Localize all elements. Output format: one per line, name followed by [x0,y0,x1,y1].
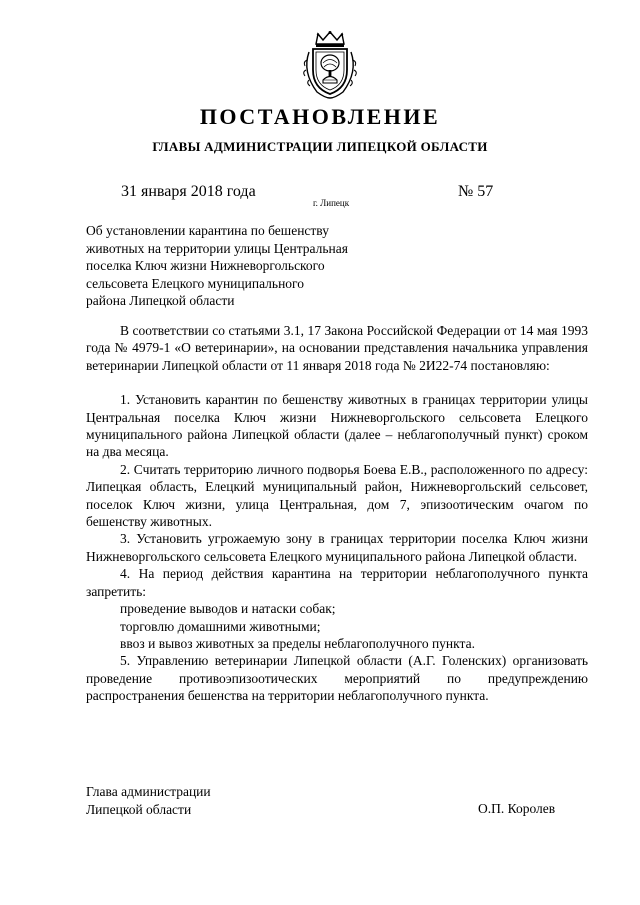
item-4-subitem: проведение выводов и натаски собак; [120,601,336,617]
subject-line: поселка Ключ жизни Нижневоргольского [86,258,325,274]
item-3-paragraph: 3. Установить угрожаемую зону в границах территории поселка Ключ жизни Нижневоргольского сельсовета Елецкого муниципального района Липецкой области. [86,531,588,564]
document-number: № 57 [458,183,494,200]
signatory-position [86,783,211,819]
document-title: ПОСТАНОВЛЕНИЕ [199,104,441,129]
document-subject [86,222,406,310]
subject-line: Об установлении карантина по бешенству [86,223,329,238]
item-4-subitem: ввоз и вывоз животных за пределы неблагополучного пункта. [120,635,475,651]
subject-line: района Липецкой области [86,293,235,309]
subject-line: животных на территории улицы Центральная [86,240,348,256]
item-4-paragraph: 4. На период действия карантина на территории неблагополучного пункта запретить: [86,566,588,599]
signatory-position-line: Глава администрации [86,784,211,799]
document-body [86,322,588,705]
coat-of-arms-icon [299,30,361,100]
signatory-name: О.П. Королев [478,801,556,816]
document-date: 31 января 2018 года [121,183,256,200]
subject-line: сельсовета Елецкого муниципального [86,275,304,291]
item-2-paragraph: 2. Считать территорию личного подворья Боева Е.В., расположенного по адресу: Липецкая область, Елецкий муниципальный район, Нижневоргольский сельсовет, поселок Ключ жизни, улица Центральная, дом 7, эпизоотическим очагом по бешенству животных. [86,461,588,530]
preamble-paragraph: В соответствии со статьями 3.1, 17 Закона Российской Федерации от 14 мая 1993 года № 4979-1 «О ветеринарии», на основании представления начальника управления ветеринарии Липецкой области от 11 января 2018 года № 2И22-74 постановляю: [86,323,588,373]
item-1-paragraph: 1. Установить карантин по бешенству животных в границах территории улицы Центральная поселка Ключ жизни Нижневоргольского сельсовета Елецкого муниципального района Липецкой области (далее – неблагополучный пункт) сроком на два месяца. [86,392,588,460]
document-subtitle: ГЛАВЫ АДМИНИСТРАЦИИ ЛИПЕЦКОЙ ОБЛАСТИ [152,139,488,154]
item-5-paragraph: 5. Управлению ветеринарии Липецкой области (А.Г. Голенских) организовать проведение противоэпизоотических мероприятий по предупреждению распространения бешенства на территории неблагополучного пункта. [86,653,588,704]
signatory-position-line: Липецкой области [86,802,192,817]
item-4-subitem: торговлю домашними животными; [120,618,321,634]
document-city: г. Липецк [313,198,350,208]
